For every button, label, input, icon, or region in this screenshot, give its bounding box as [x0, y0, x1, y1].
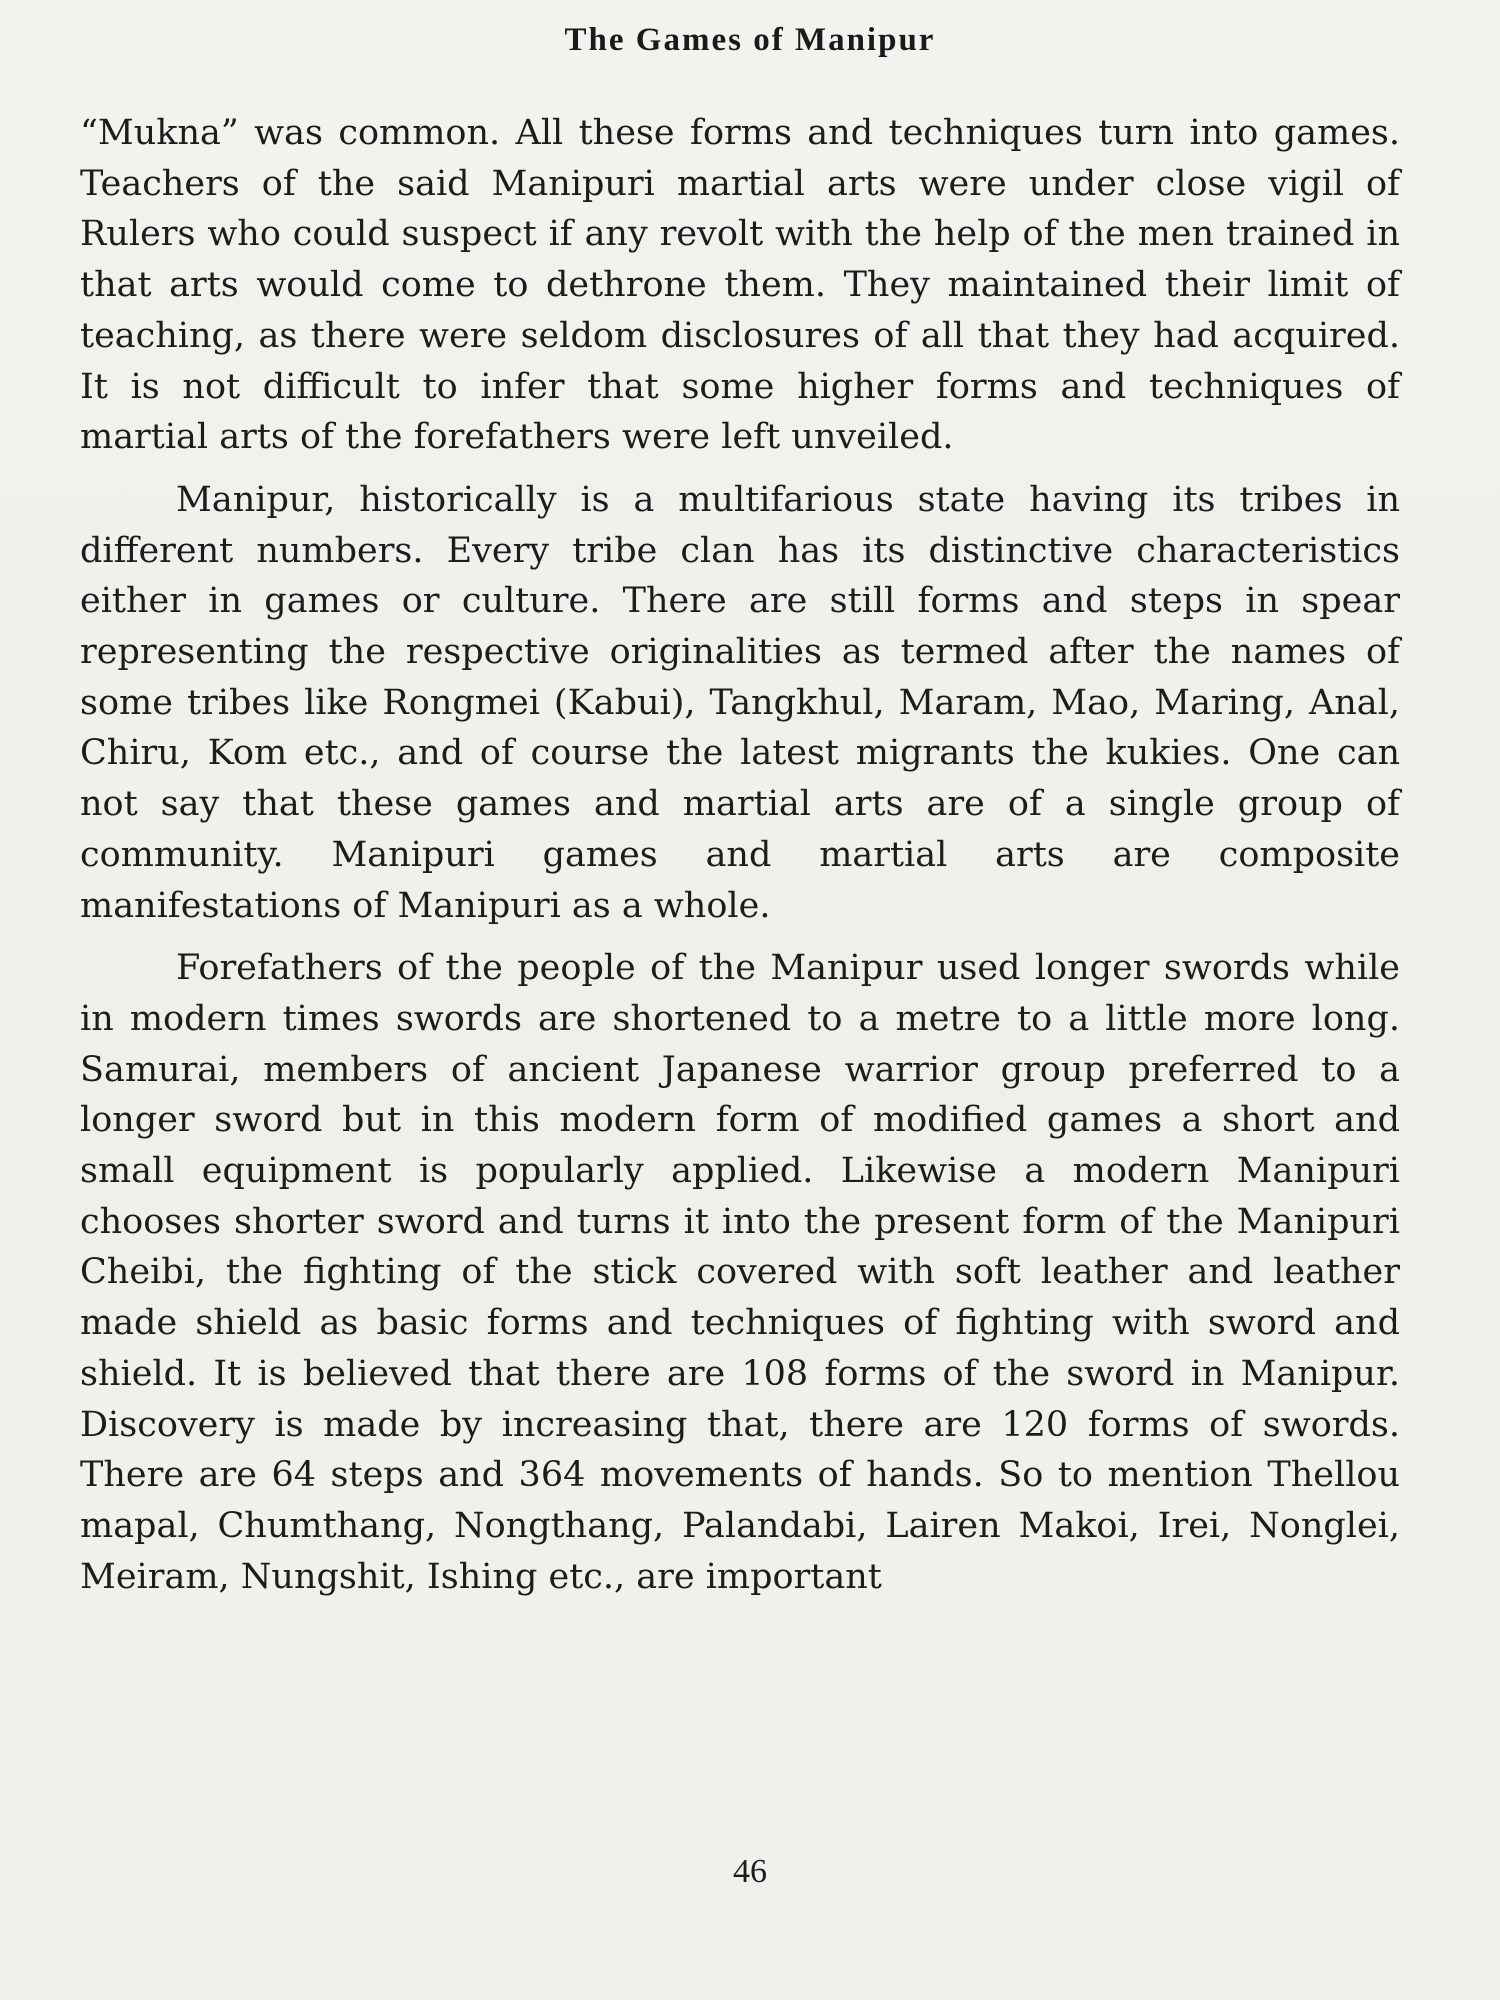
paragraph-mukna: “Mukna” was common. All these forms and techniques turn into games. Teachers of the said Manipuri martial arts were under close vigil of Rulers who could suspect if any revolt with the help of the men trained in that arts would come to dethrone them. They maintained their limit of teaching, as there were seldom disclosures of all that they had acquired. It is not difficult to infer that some higher forms and techniques of martial arts of the forefathers were left unveiled.: [80, 113, 1400, 458]
running-head: The Games of Manipur: [564, 22, 936, 58]
paragraph-swords: Forefathers of the people of the Manipur used longer swords while in modern times swords are shortened to a metre to a little more long. Samurai, members of ancient Japanese warrior group preferred to a longer sword but in this modern form of modified games a short and small equipment is popularly applied. Likewise a modern Manipuri chooses shorter sword and turns it into the present form of the Manipuri Cheibi, the fighting of the stick covered with soft leather and leather made shield as basic forms and techniques of fighting with sword and shield. It is believed that there are 108 forms of the sword in Manipur. Discovery is made by increasing that, there are 120 forms of swords. There are 64 steps and 364 movements of hands. So to mention Thellou mapal, Chumthang, Nongthang, Palandabi, Lairen Makoi, Irei, Nonglei, Meiram, Nungshit, Ishing etc., are important: [80, 948, 1400, 1597]
paragraph-tribes: Manipur, historically is a multifarious state having its tribes in different numbers. Every tribe clan has its distinctive characteristics either in games or culture. There are still forms and steps in spear representing the respective originalities as termed after the names of some tribes like Rongmei (Kabui), Tangkhul, Maram, Mao, Maring, Anal, Chiru, Kom etc., and of course the latest migrants the kukies. One can not say that these games and martial arts are of a single group of community. Manipuri games and martial arts are composite manifestations of Manipuri as a whole.: [80, 479, 1400, 926]
body-text: [80, 108, 1400, 1602]
page-number: 46: [733, 1853, 767, 1890]
